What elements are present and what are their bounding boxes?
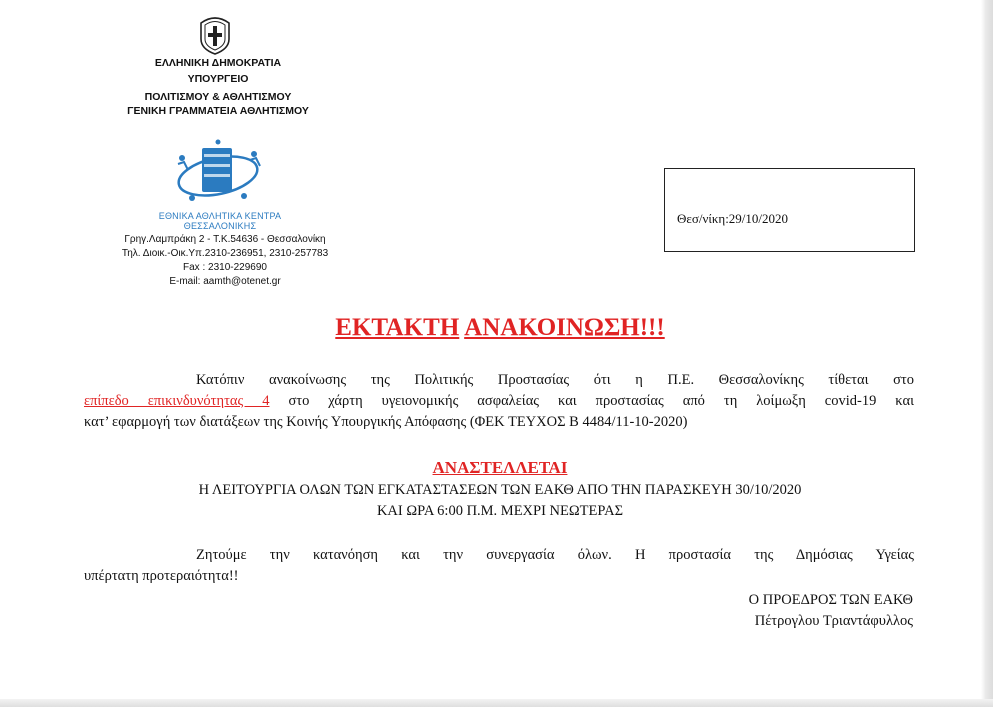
logo-text-line1: ΕΘΝΙΚΑ ΑΘΛΗΤΙΚΑ ΚΕΝΤΡΑ [158, 211, 282, 221]
date-box [664, 168, 915, 252]
signature-name: Πέτρογλου Τριαντάφυλλος [754, 613, 913, 629]
intro-paragraph [84, 370, 914, 433]
closing-line-1: Ζητούμε την κατανόηση και την συνεργασία όλων. Η προστασία της Δημόσιας Υγείας [196, 547, 914, 563]
header-republic: ΕΛΛΗΝΙΚΗ ΔΗΜΟΚΡΑΤΙΑ [154, 57, 282, 69]
intro-line-2 [84, 391, 914, 412]
header-secretariat: ΓΕΝΙΚΗ ΓΡΑΜΜΑΤΕΙΑ ΑΘΛΗΤΙΣΜΟΥ [127, 105, 309, 117]
intro-line-2-rest: στο χάρτη υγειονομικής ασφαλείας και προστασίας από τη λοίμωξη covid-19 και [269, 393, 914, 409]
page-bottom-edge [0, 699, 993, 707]
title-word-extraordinary: ΕΚΤΑΚΤΗ [335, 314, 460, 341]
greek-emblem-icon [197, 15, 233, 55]
risk-level-highlight: επίπεδο επικινδυνότητας 4 [84, 393, 270, 409]
signature-role: Ο ΠΡΟΕΔΡΟΣ ΤΩΝ ΕΑΚΘ [748, 592, 913, 608]
closing-line-2: υπέρτατη προτεραιότητα!! [84, 568, 239, 584]
intro-line-1: Κατόπιν ανακοίνωσης της Πολιτικής Προστασίας ότι η Π.Ε. Θεσσαλονίκης τίθεται στο [196, 372, 914, 388]
address-email: E-mail: aamth@otenet.gr [169, 276, 281, 287]
header-ministry-name: ΠΟΛΙΤΙΣΜΟΥ & ΑΘΛΗΤΙΣΜΟΥ [144, 91, 292, 103]
document-date: Θεσ/νίκη:29/10/2020 [677, 211, 789, 226]
intro-line-3: κατ’ εφαρμογή των διατάξεων της Κοινής Υπουργικής Απόφασης (ΦΕΚ ΤΕΥΧΟΣ Β 4484/11-10-2020) [84, 414, 688, 430]
suspension-line-1: Η ΛΕΙΤΟΥΡΓΙΑ ΟΛΩΝ ΤΩΝ ΕΓΚΑΤΑΣΤΑΣΕΩΝ ΤΩΝ ΕΑΚΘ ΑΠΟ ΤΗΝ ΠΑΡΑΣΚΕΥΗ 30/10/2020 [198, 482, 802, 498]
header-ministry: ΥΠΟΥΡΓΕΙΟ [187, 73, 249, 85]
address-phone: Τηλ. Διοικ.-Οικ.Υπ.2310-236951, 2310-257783 [121, 248, 329, 259]
suspension-heading: ΑΝΑΣΤΕΛΛΕΤΑΙ [432, 458, 568, 477]
address-fax: Fax : 2310-229690 [183, 262, 267, 273]
eakth-logo-icon [168, 136, 268, 210]
announcement-title [0, 314, 993, 342]
closing-paragraph [84, 545, 914, 587]
logo-text-line2: ΘΕΣΣΑΛΟΝΙΚΗΣ [183, 221, 257, 231]
address-street: Γρηγ.Λαμπράκη 2 - Τ.Κ.54636 - Θεσσαλονίκη [124, 234, 326, 245]
title-word-announcement: ΑΝΑΚΟΙΝΩΣΗ!!! [464, 314, 665, 341]
page-edge-shadow [981, 0, 993, 707]
suspension-line-2: ΚΑΙ ΩΡΑ 6:00 Π.Μ. ΜΕΧΡΙ ΝΕΩΤΕΡΑΣ [376, 503, 624, 519]
